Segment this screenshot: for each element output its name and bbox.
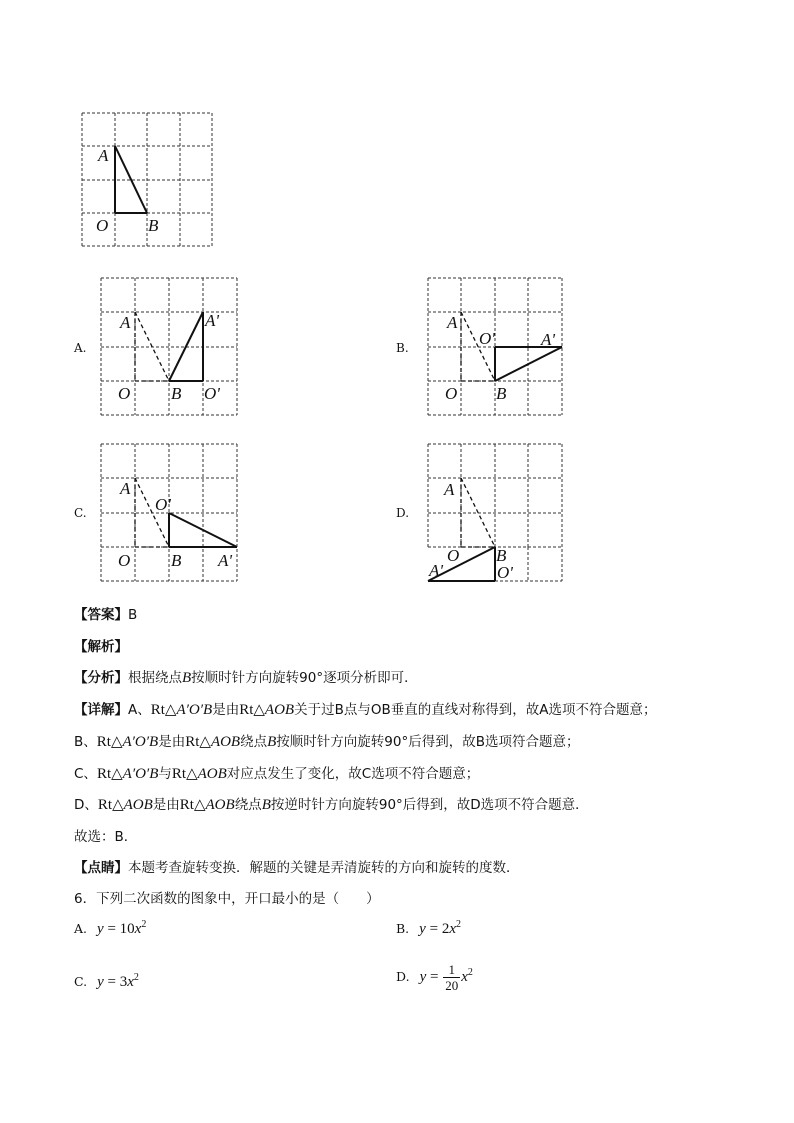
label-a-prime: A' [541, 330, 556, 349]
dianjing-text: 本题考查旋转变换．解题的关键是弄清旋转的方向和旋转的度数． [128, 860, 520, 876]
line4-post: 按逆时针方向旋转90°后得到，故D选项不符合题意． [270, 797, 589, 813]
answer-head: 【答案】 [74, 607, 128, 623]
line4-tri1: AOB [123, 797, 153, 813]
q6-option-a[interactable] [74, 919, 146, 938]
option-b-label: B. [396, 341, 409, 355]
q6-d-var: x [461, 968, 468, 985]
q6-a-var: x [134, 921, 142, 937]
xiangjie-line-4 [74, 793, 589, 814]
q6-a-exp: 2 [141, 919, 147, 930]
q6-option-c[interactable] [74, 972, 139, 991]
xiangjie-head: 【详解】 [74, 702, 128, 718]
line2-pt: B [267, 734, 277, 750]
q6-c-exp: 2 [133, 972, 139, 983]
line3-post: 对应点发生了变化，故C选项不符合题意； [226, 766, 480, 782]
line4-pt: B [261, 797, 271, 813]
line1-mid: 是由 [212, 702, 240, 718]
line1-pre: A、 [128, 702, 151, 718]
label-b: B [496, 546, 507, 565]
line3-tri1: A′O′B [122, 766, 159, 782]
q6-a-lhs: y [97, 921, 104, 937]
q6-d-den: 20 [445, 978, 459, 993]
q6-d-lhs: y [419, 968, 427, 985]
label-a-prime: A' [218, 551, 233, 570]
q6-c-var: x [127, 974, 134, 990]
line4-tri2: AOB [205, 797, 235, 813]
q6-option-d[interactable] [396, 962, 473, 993]
line1-rt1: Rt△ [150, 702, 177, 718]
label-a: A [98, 146, 109, 165]
dianjing-line [74, 856, 520, 876]
analysis-heading [74, 635, 128, 655]
line4-rt1: Rt△ [97, 797, 124, 813]
label-o-prime: O' [155, 495, 171, 514]
q6-b-exp: 2 [455, 919, 461, 930]
fenxi-text2: 按顺时针方向旋转90°逐项分析即可． [191, 670, 418, 686]
line2-post: 按顺时针方向旋转90°后得到，故B选项符合题意； [276, 734, 580, 750]
label-o-prime: O' [204, 384, 220, 403]
line3-pre: C、 [74, 766, 97, 782]
line3-tri2: AOB [197, 766, 227, 782]
line3-rt1: Rt△ [96, 766, 123, 782]
label-o: O [118, 384, 131, 403]
line4-mid: 是由 [152, 797, 180, 813]
label-b: B [496, 384, 507, 403]
line1-rt2: Rt△ [239, 702, 265, 718]
line3-mid: 与 [158, 766, 172, 782]
line4-rt2: Rt△ [179, 797, 206, 813]
q6-b-eq: = [425, 921, 442, 937]
q6-c-lhs: y [97, 974, 104, 990]
option-a-grid [101, 278, 241, 418]
answer-line [74, 603, 137, 623]
dianjing-head: 【点睛】 [74, 860, 128, 876]
option-a-label: A. [74, 341, 87, 355]
q6-c-eq: = [103, 974, 120, 990]
q6-d-exp: 2 [467, 966, 473, 978]
main-figure-grid [82, 113, 216, 249]
line2-mid2: 绕点 [240, 734, 268, 750]
line1-tri2: AOB [264, 702, 295, 718]
q6-option-c-letter: C. [74, 974, 88, 989]
answer-value: B [128, 607, 138, 623]
label-a: A [120, 313, 131, 332]
q6-option-d-letter: D. [396, 968, 410, 984]
xiangjie-line-1 [74, 698, 656, 719]
q6-a-eq: = [103, 921, 120, 937]
line2-tri1: A′O′B [122, 734, 159, 750]
label-a-prime: A' [205, 311, 220, 330]
q6-b-lhs: y [419, 921, 426, 937]
question6-stem [74, 887, 380, 907]
option-c-grid [101, 444, 241, 584]
label-b: B [148, 216, 159, 235]
q6-b-var: x [449, 921, 456, 937]
line4-mid2: 绕点 [234, 797, 262, 813]
xiangjie-line-3 [74, 762, 479, 783]
line4-pre: D、 [74, 797, 98, 813]
label-a: A [120, 479, 131, 498]
option-c-label: C. [74, 506, 87, 520]
line2-rt1: Rt△ [96, 734, 123, 750]
label-o: O [118, 551, 131, 570]
label-o: O [445, 384, 458, 403]
option-d-grid [428, 444, 568, 584]
label-a: A [447, 313, 458, 332]
fenxi-text1: 根据绕点 [128, 670, 182, 686]
analysis-head: 【解析】 [74, 639, 128, 655]
label-o-prime: O' [497, 563, 513, 582]
xiangjie-line-2 [74, 730, 579, 751]
line1-post: 关于过B点与OB垂直的直线对称得到，故A选项不符合题意； [294, 702, 657, 718]
q6-option-b[interactable] [396, 919, 461, 938]
q6-d-num: 1 [443, 962, 460, 978]
fenxi-line [74, 666, 418, 687]
question6-stem-text: 6．下列二次函数的图象中，开口最小的是（ ） [74, 891, 380, 907]
line2-mid: 是由 [158, 734, 186, 750]
label-o: O [96, 216, 109, 235]
conclusion-line [74, 825, 137, 845]
fenxi-head: 【分析】 [74, 670, 128, 686]
q6-b-coef: 2 [441, 921, 450, 937]
q6-option-a-letter: A. [74, 921, 88, 936]
conclusion-text: 故选：B． [74, 829, 138, 845]
label-b: B [171, 384, 182, 403]
option-d-label: D. [396, 506, 410, 520]
line3-rt2: Rt△ [171, 766, 198, 782]
q6-option-b-letter: B. [396, 921, 410, 936]
q6-d-eq: = [426, 968, 443, 985]
q6-a-coef: 10 [119, 921, 135, 937]
label-o-prime: O' [479, 329, 495, 348]
line1-tri1: A′O′B [176, 702, 213, 718]
line2-tri2: AOB [210, 734, 241, 750]
label-o: O [447, 546, 460, 565]
fenxi-var: B [182, 670, 192, 686]
label-a: A [444, 480, 455, 499]
option-b-grid [428, 278, 568, 418]
line2-rt2: Rt△ [185, 734, 211, 750]
q6-d-fraction [443, 962, 460, 993]
label-b: B [171, 551, 182, 570]
q6-c-coef: 3 [119, 974, 128, 990]
label-a-prime: A' [429, 561, 444, 580]
line2-pre: B、 [74, 734, 97, 750]
